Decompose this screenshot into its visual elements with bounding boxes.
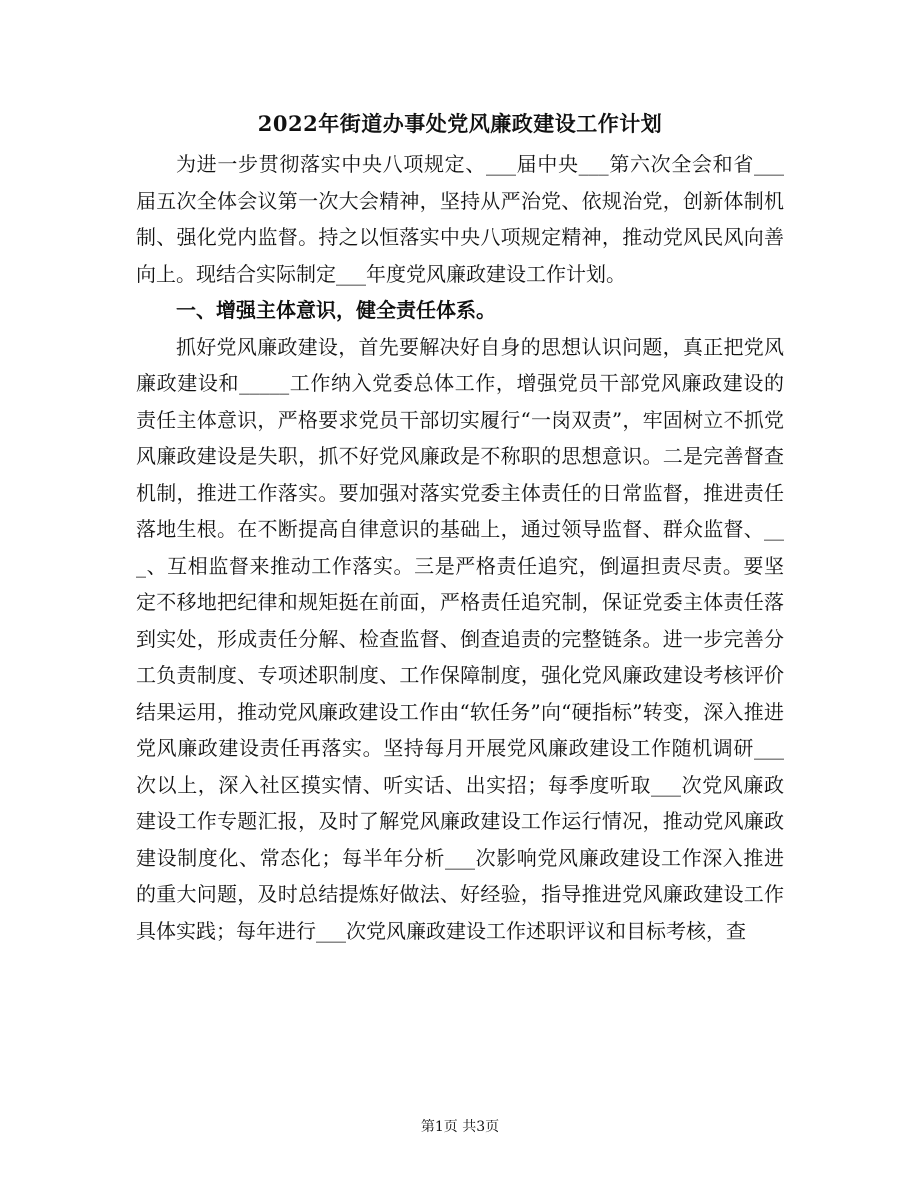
- document-body: [136, 146, 784, 949]
- page-number-footer: 第1页 共3页: [420, 1119, 500, 1135]
- section-heading: 一、增强主体意识，健全责任体系。: [176, 298, 496, 322]
- document-title: 2022年街道办事处党风廉政建设工作计划: [257, 111, 663, 136]
- intro-paragraph: 为进一步贯彻落实中央八项规定、___届中央___第六次全会和省___届五次全体会议第一次大会精神，坚持从严治党、依规治党，创新体制机制、强化党内监督。持之以恒落实中央八项规定精神，推动党风民风向善向上。现结合实际制定___年度党风廉政建设工作计划。: [136, 152, 784, 286]
- section-paragraph: 抓好党风廉政建设，首先要解决好自身的思想认识问题，真正把党风廉政建设和_____工作纳入党委总体工作，增强党员干部党风廉政建设的责任主体意识，严格要求党员干部切实履行“一岗双责”，牢固树立不抓党风廉政建设是失职，抓不好党风廉政是不称职的思想意识。二是完善督查机制，推进工作落实。要加强对落实党委主体责任的日常监督，推进责任落地生根。在不断提高自律意识的基础上，通过领导监督、群众监督、___、互相监督来推动工作落实。三是严格责任追究，倒逼担责尽责。要坚定不移地把纪律和规矩挺在前面，严格责任追究制，保证党委主体责任落到实处，形成责任分解、检查监督、倒查追责的完整链条。进一步完善分工负责制度、专项述职制度、工作保障制度，强化党风廉政建设考核评价结果运用，推动党风廉政建设工作由“软任务”向“硬指标”转变，深入推进党风廉政建设责任再落实。坚持每月开展党风廉政建设工作随机调研___次以上，深入社区摸实情、听实话、出实招；每季度听取___次党风廉政建设工作专题汇报，及时了解党风廉政建设工作运行情况，推动党风廉政建设制度化、常态化；每半年分析___次影响党风廉政建设工作深入推进的重大问题，及时总结提炼好做法、好经验，指导推进党风廉政建设工作具体实践；每年进行___次党风廉政建设工作述职评议和目标考核，查: [136, 334, 784, 943]
